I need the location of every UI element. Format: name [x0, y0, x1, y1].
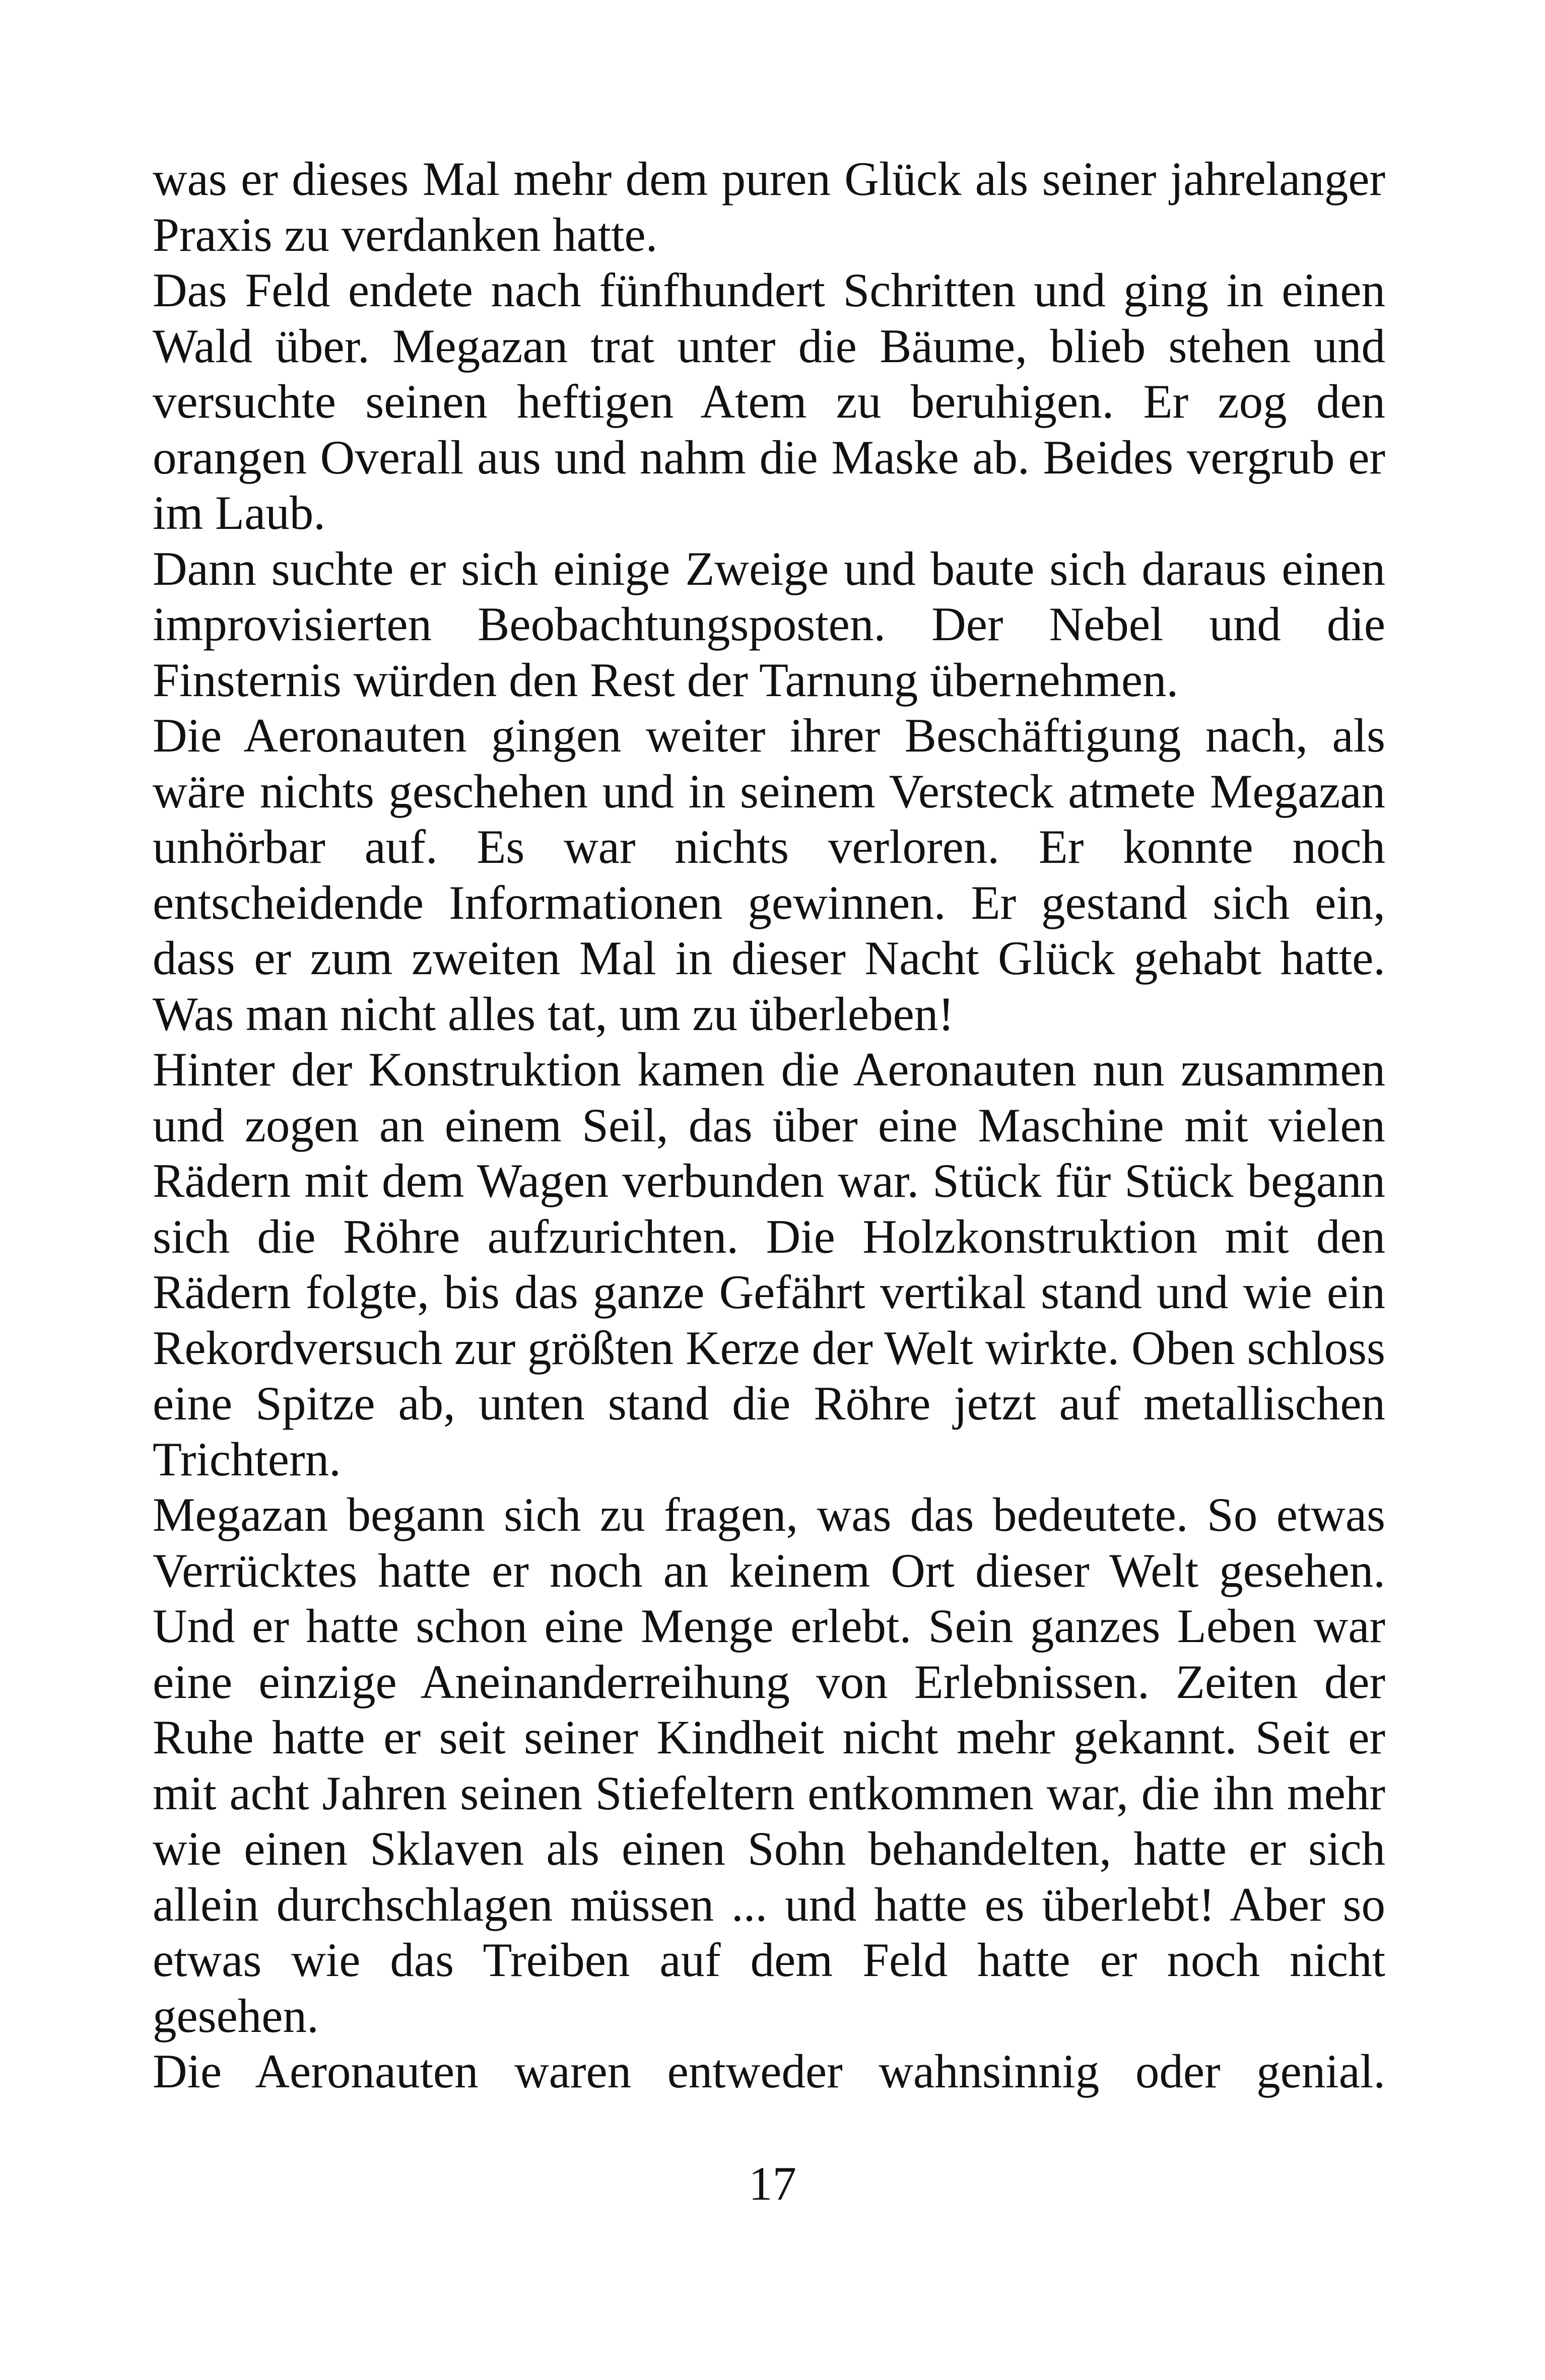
body-text	[153, 151, 1385, 2099]
paragraph-7: Die Aeronauten waren entweder wahnsinnig oder genial.	[153, 2045, 1385, 2098]
paragraph-1: was er dieses Mal mehr dem puren Glück als seiner jahrelanger Praxis zu verdanken hatte.	[153, 152, 1385, 261]
paragraph-5: Hinter der Konstruktion kamen die Aeronauten nun zusammen und zogen an einem Seil, das über eine Maschine mit vielen Rädern mit dem Wagen verbunden war. Stück für Stück begann sich die Röhre aufzurichten. Die Holzkonstruktion mit den Rädern folgte, bis das ganze Gefährt vertikal stand und wie ein Rekordversuch zur größten Kerze der Welt wirkte. Oben schloss eine Spitze ab, unten stand die Röhre jetzt auf metallischen Trichtern.	[153, 1043, 1385, 1486]
paragraph-2: Das Feld endete nach fünfhundert Schritten und ging in einen Wald über. Megazan trat unter die Bäume, blieb stehen und versuchte seinen heftigen Atem zu beruhigen. Er zog den orangen Overall aus und nahm die Maske ab. Beides vergrub er im Laub.	[153, 263, 1385, 539]
paragraph-3: Dann suchte er sich einige Zweige und baute sich daraus einen improvisierten Beobachtungsposten. Der Nebel und die Finsternis würden den Rest der Tarnung übernehmen.	[153, 541, 1385, 707]
paragraph-6: Megazan begann sich zu fragen, was das bedeutete. So etwas Verrücktes hatte er noch an keinem Ort dieser Welt gesehen. Und er hatte schon eine Menge erlebt. Sein ganzes Leben war eine einzige Aneinanderreihung von Erlebnissen. Zeiten der Ruhe hatte er seit seiner Kindheit nicht mehr gekannt. Seit er mit acht Jahren seinen Stiefeltern entkommen war, die ihn mehr wie einen Sklaven als einen Sohn behandelten, hatte er sich allein durchschlagen müssen ... und hatte es überlebt! Aber so etwas wie das Treiben auf dem Feld hatte er noch nicht gesehen.	[153, 1488, 1385, 2043]
page-number: 17	[749, 2157, 796, 2210]
paragraph-4: Die Aeronauten gingen weiter ihrer Beschäftigung nach, als wäre nichts geschehen und in seinem Versteck atmete Megazan unhörbar auf. Es war nichts verloren. Er konnte noch entscheidende Informationen gewinnen. Er gestand sich ein, dass er zum zweiten Mal in dieser Nacht Glück gehabt hatte. Was man nicht alles tat, um zu überleben!	[153, 709, 1385, 1041]
